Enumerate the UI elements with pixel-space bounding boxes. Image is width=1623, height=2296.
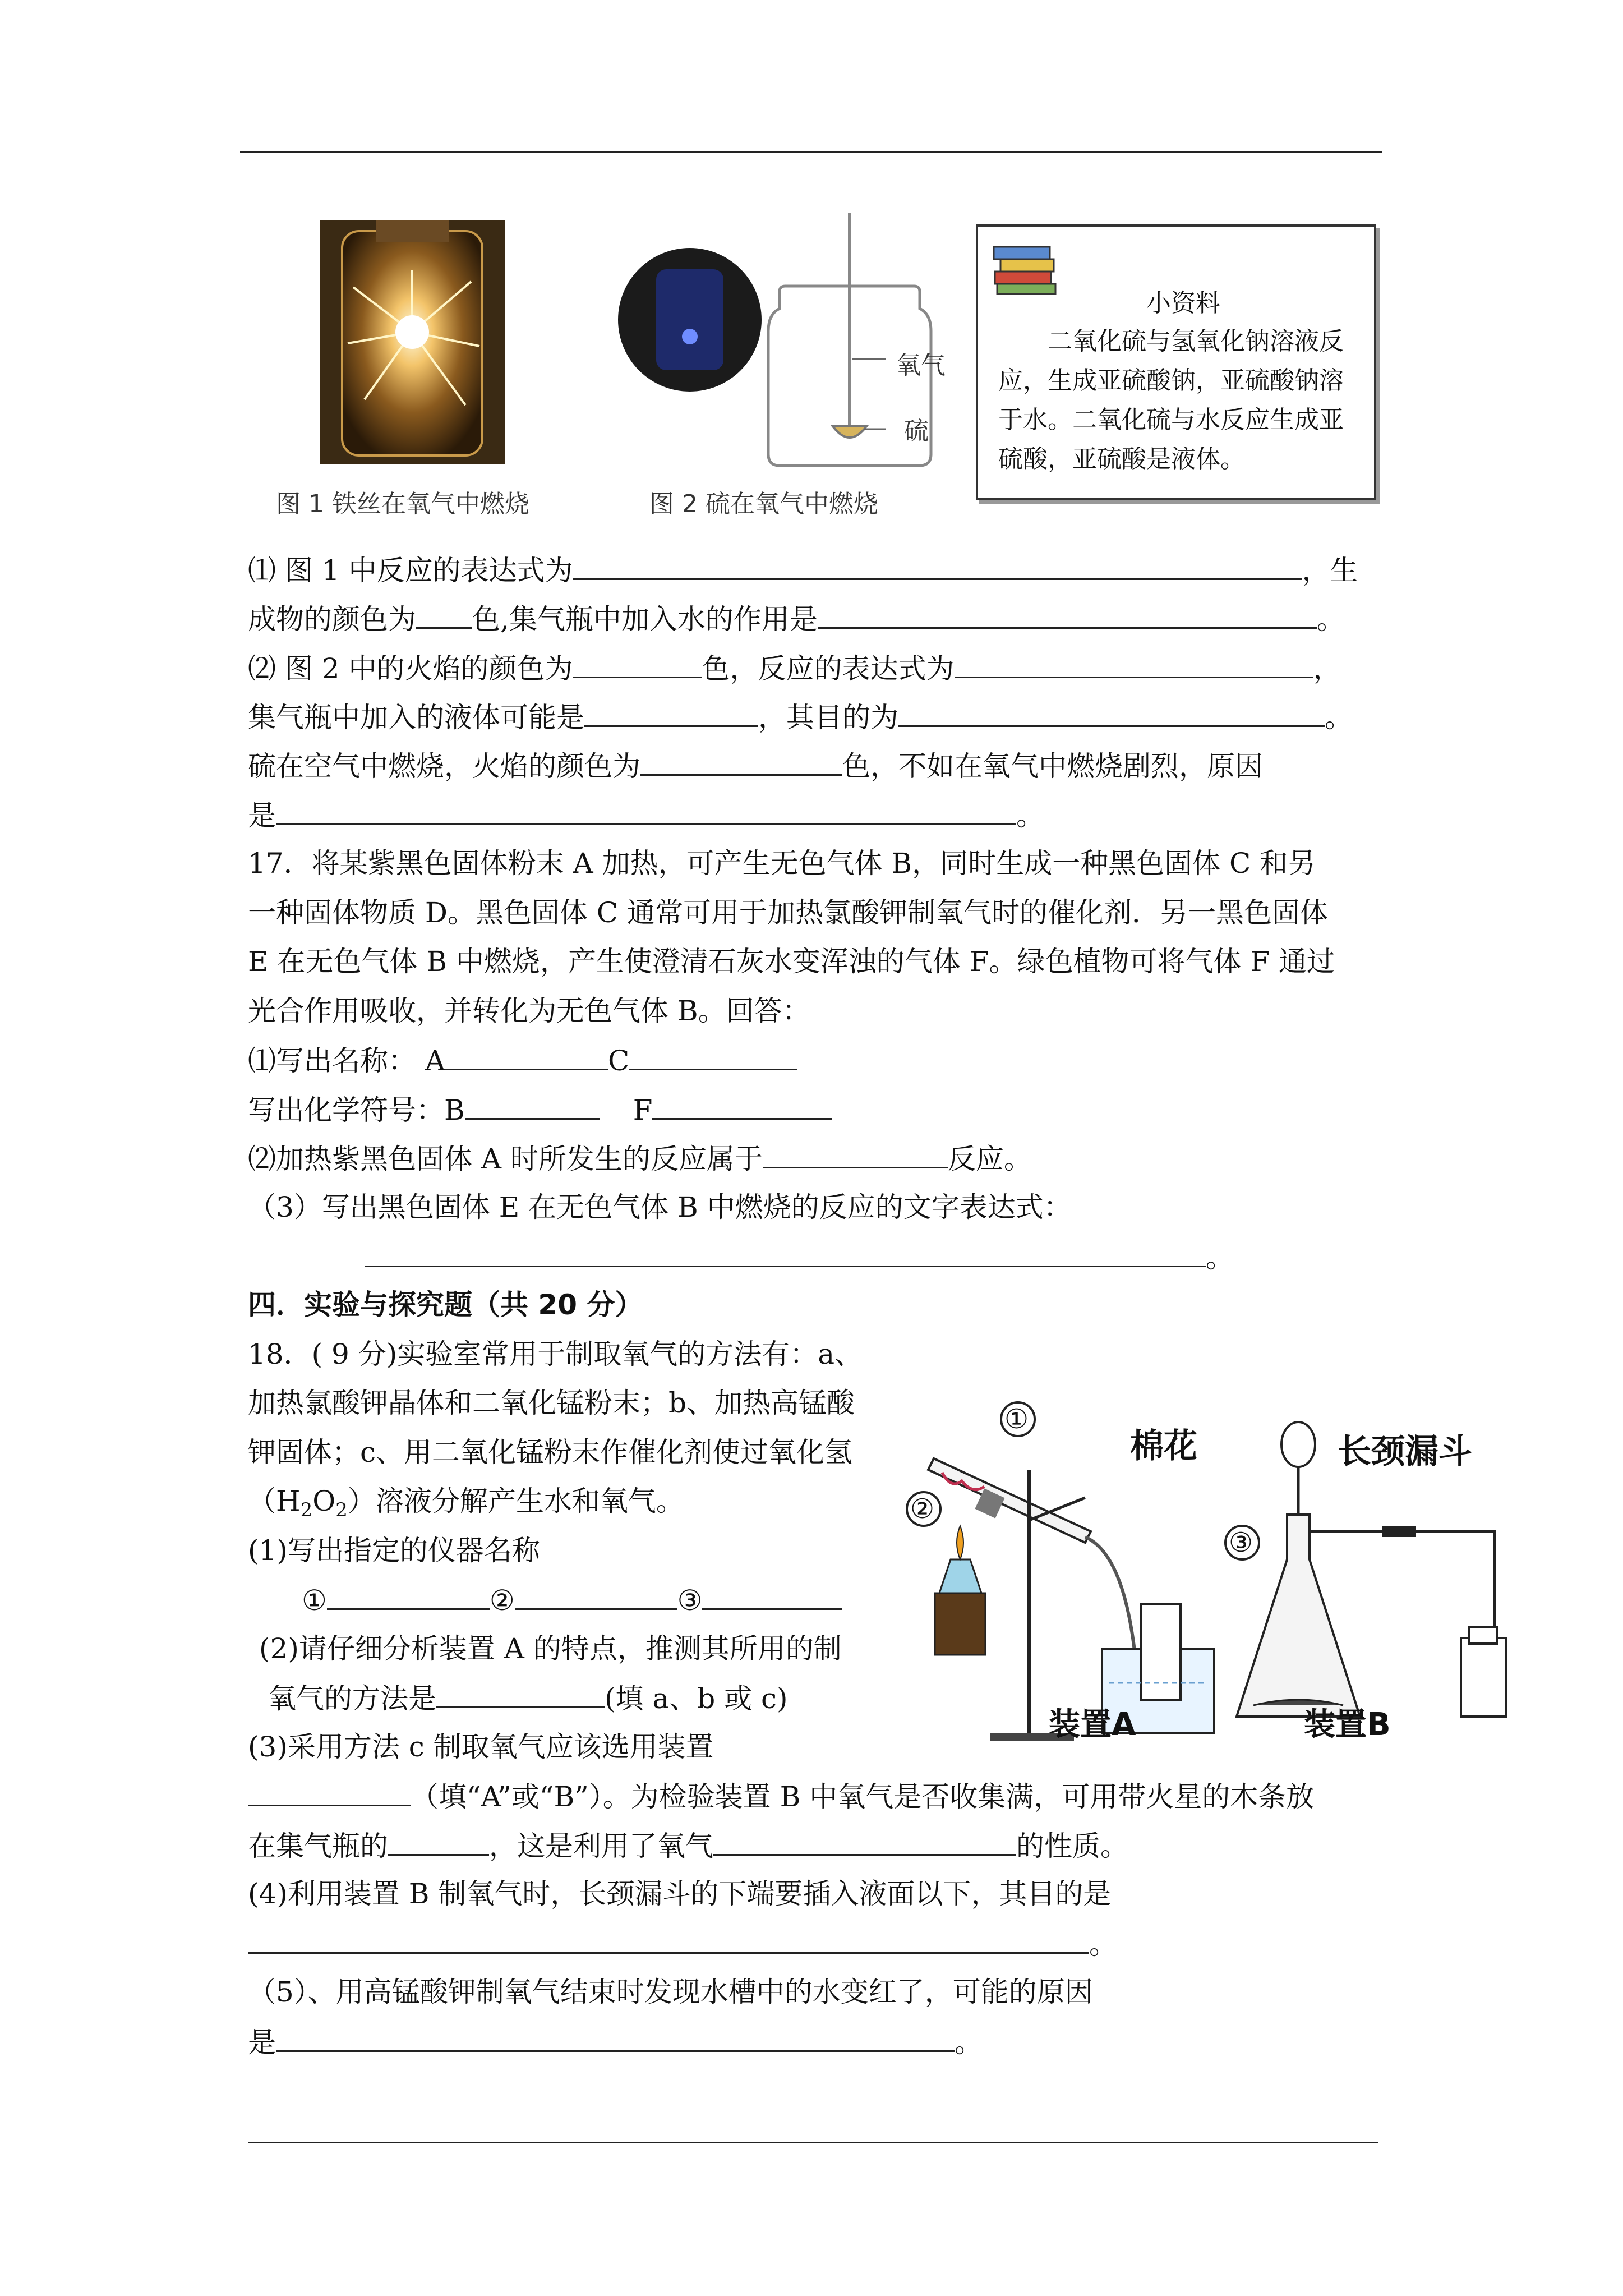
q18-line1: 18．( 9 分)实验室常用于制取氧气的方法有：a、 bbox=[248, 1338, 863, 1370]
q16-line6: 是 。 bbox=[248, 798, 1044, 832]
answer-blank[interactable] bbox=[713, 1828, 1016, 1856]
apparatus-label-device-a: 装置A bbox=[1049, 1706, 1136, 1743]
q18-line3: 钾固体；c、用二氧化锰粉末作催化剂使过氧化氢 bbox=[248, 1436, 853, 1469]
q17-line7: ⑵加热紫黑色固体 A 时所发生的反应属于 反应。 bbox=[248, 1141, 1032, 1176]
apparatus-label-1: ① bbox=[1004, 1404, 1029, 1435]
q17-line6: 写出化学符号：B F bbox=[248, 1092, 832, 1127]
answer-blank[interactable] bbox=[898, 700, 1325, 727]
q18-line13: 。 bbox=[248, 1926, 1117, 1961]
answer-blank[interactable] bbox=[652, 1092, 832, 1120]
answer-blank[interactable] bbox=[276, 798, 1016, 825]
q18-line11: 在集气瓶的 ，这是利用了氧气 的性质。 bbox=[248, 1828, 1128, 1863]
header-rule bbox=[240, 151, 1382, 153]
fig1-image bbox=[320, 220, 505, 464]
q16-line5: 硫在空气中燃烧，火焰的颜色为 色，不如在氧气中燃烧剧烈，原因 bbox=[248, 748, 1263, 783]
answer-blank[interactable] bbox=[436, 1681, 605, 1708]
q16-line3: ⑵ 图 2 中的火焰的颜色为 色，反应的表达式为 ， bbox=[248, 651, 1341, 685]
answer-blank[interactable] bbox=[365, 1240, 1206, 1267]
note-title: 小资料 bbox=[1146, 289, 1220, 318]
info-note-box bbox=[976, 224, 1376, 500]
fig2-label-sulfur: 硫 bbox=[904, 417, 929, 445]
q17-line1: 17．将某紫黑色固体粉末 A 加热，可产生无色气体 B，同时生成一种黑色固体 C 和另 bbox=[248, 847, 1316, 880]
apparatus-label-2: ② bbox=[910, 1493, 935, 1525]
answer-blank[interactable] bbox=[584, 700, 758, 727]
q16-line4: 集气瓶中加入的液体可能是 ，其目的为 。 bbox=[248, 700, 1353, 734]
answer-blank[interactable] bbox=[445, 1043, 608, 1070]
q18-line5: (1)写出指定的仪器名称 bbox=[248, 1534, 540, 1567]
q17-line2: 一种固体物质 D。黑色固体 C 通常可用于加热氯酸钾制氧气时的催化剂．另一黑色固体 bbox=[248, 896, 1329, 929]
answer-blank[interactable] bbox=[248, 1926, 1089, 1954]
q17-line8: （3）写出黑色固体 E 在无色气体 B 中燃烧的反应的文字表达式： bbox=[248, 1191, 1072, 1223]
answer-blank[interactable] bbox=[573, 553, 1302, 580]
footer-rule bbox=[248, 2142, 1378, 2143]
apparatus-figure bbox=[900, 1369, 1517, 1750]
apparatus-label-cotton: 棉花 bbox=[1130, 1427, 1197, 1466]
q17-line3: E 在无色气体 B 中燃烧，产生使澄清石灰水变浑浊的气体 F。绿色植物可将气体 F 通过 bbox=[248, 945, 1335, 978]
note-body: 二氧化硫与氢氧化钠溶液反应，生成亚硫酸钠，亚硫酸钠溶于水。二氧化硫与水反应生成亚硫酸，亚硫酸是液体。 bbox=[998, 327, 1344, 473]
answer-blank[interactable] bbox=[416, 601, 472, 629]
answer-blank[interactable] bbox=[702, 1582, 842, 1610]
answer-blank[interactable] bbox=[248, 1779, 411, 1806]
answer-blank[interactable] bbox=[327, 1582, 490, 1610]
q18-line15: 是 。 bbox=[248, 2024, 983, 2059]
q18-line6: ① ② ③ bbox=[302, 1582, 842, 1617]
q16-line1: ⑴ 图 1 中反应的表达式为 ，生 bbox=[248, 553, 1358, 587]
q16-line2: 成物的颜色为 色,集气瓶中加入水的作用是 。 bbox=[248, 601, 1345, 636]
section4-title: 四．实验与探究题（共 20 分） bbox=[248, 1289, 643, 1321]
q18-line10: （填“A”或“B”）。为检验装置 B 中氧气是否收集满，可用带火星的木条放 bbox=[248, 1779, 1314, 1814]
answer-blank[interactable] bbox=[763, 1141, 948, 1168]
q18-line9: (3)采用方法 c 制取氧气应该选用装置 bbox=[248, 1731, 714, 1763]
fig1-caption: 图 1 铁丝在氧气中燃烧 bbox=[276, 490, 529, 518]
answer-blank[interactable] bbox=[818, 601, 1317, 629]
q17-line5: ⑴写出名称： A C bbox=[248, 1043, 797, 1078]
q17-line4: 光合作用吸收，并转化为无色气体 B。回答： bbox=[248, 995, 810, 1027]
apparatus-label-3: ③ bbox=[1229, 1527, 1253, 1558]
q18-line7: (2)请仔细分析装置 A 的特点，推测其所用的制 bbox=[259, 1632, 842, 1665]
fig2-caption: 图 2 硫在氧气中燃烧 bbox=[649, 490, 878, 518]
apparatus-label-funnel: 长颈漏斗 bbox=[1338, 1432, 1472, 1471]
answer-blank[interactable] bbox=[640, 748, 842, 776]
q18-line14: （5）、用高锰酸钾制氧气结束时发现水槽中的水变红了，可能的原因 bbox=[248, 1976, 1093, 2008]
q18-line8: 氧气的方法是 (填 a、b 或 c) bbox=[268, 1681, 788, 1715]
answer-blank[interactable] bbox=[465, 1092, 600, 1120]
answer-blank[interactable] bbox=[955, 651, 1313, 678]
q18-line4: $(H_2O_2)$溶液分解产生水和氧气。 bbox=[248, 1485, 684, 1521]
q18-line2: 加热氯酸钾晶体和二氧化锰粉末；b、加热高锰酸 bbox=[248, 1387, 855, 1419]
answer-blank[interactable] bbox=[573, 651, 702, 678]
books-icon bbox=[989, 238, 1062, 300]
q18-line12: (4)利用装置 B 制氧气时，长颈漏斗的下端要插入液面以下，其目的是 bbox=[248, 1878, 1112, 1910]
q17-line9: 。 bbox=[365, 1240, 1234, 1274]
answer-blank[interactable] bbox=[629, 1043, 797, 1070]
answer-blank[interactable] bbox=[515, 1582, 677, 1610]
apparatus-label-device-b: 装置B bbox=[1304, 1706, 1391, 1743]
answer-blank[interactable] bbox=[276, 2024, 955, 2052]
fig2-label-oxygen: 氧气 bbox=[896, 351, 946, 380]
answer-blank[interactable] bbox=[388, 1828, 489, 1856]
